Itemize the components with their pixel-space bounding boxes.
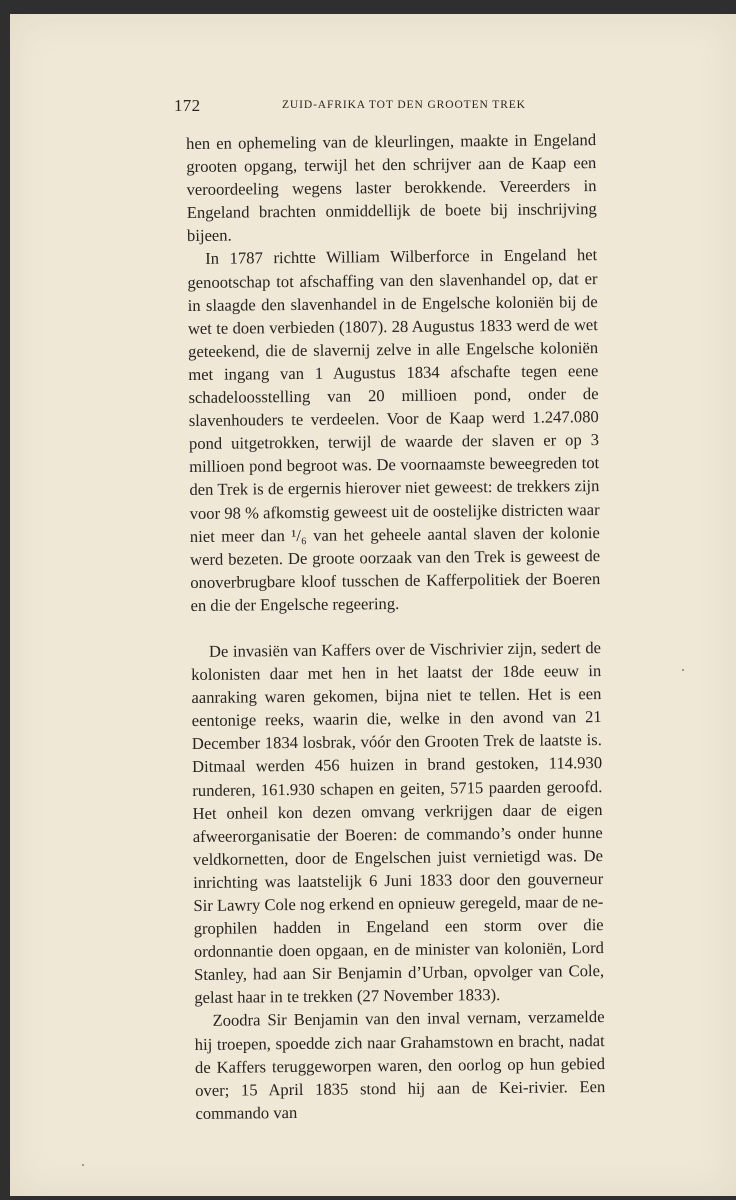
running-title: ZUID-AFRIKA TOT DEN GROOTEN TREK [282, 99, 526, 111]
paper-speck [82, 1164, 84, 1166]
page-number: 172 [174, 96, 201, 115]
page-header [174, 96, 602, 120]
paragraph: In 1787 richtte William Wilberforce in Engeland het genootschap tot afschaffing van den slavenhandel op, dat er in slaagde den slavenhandel in de Engelsche koloniën bij de wet te doen verbieden (1807). 28 Augustus 1833 werd de wet geteekend, die de slavernij zelve in alle Engelsche koloniën met ingang van 1 Augustus 1834 afschafte tegen eene schadeloosstelling van 20 millioen pond, onder de slavenhouders te verdeelen. Voor de Kaap werd 1.247.080 pond uitgetrokken, terwijl de waarde der slaven er op 3 millioen pond begroot was. De voornaamste beweegreden tot den Trek is de ergernis hierover niet geweest: de trekkers zijn voor 98 % afkomstig geweest uit de oostelijke districten waar niet meer dan ¹/₆ van het geheele aantal slaven der kolonie werd bezeten. De groote oorzaak van den Trek is geweest de onoverbrugbare kloof tusschen de Kafferpolitiek der Boeren en die der Engelsche regeering. [187, 245, 601, 615]
paragraph: hen en ophemeling van de kleurlingen, maakte in Engeland grooten opgang, terwijl het den schrijver aan de Kaap een veroordeeling wegens laster berokkende. Vereerders in Engeland brachten onmiddellijk de boete bij inschrijving bijeen. [186, 130, 597, 246]
body-text [186, 128, 606, 1125]
paragraph: De invasiën van Kaffers over de Vischrivier zijn, sedert de kolonisten daar met hen in het laatst der 18de eeuw in aanraking waren gekomen, bijna niet te tellen. Het is een eentonige reeks, waarin die, welke in den avond van 21 December 1834 losbrak, vóór den Grooten Trek de laatste is. Ditmaal werden 456 huizen in brand gestoken, 114.930 runderen, 161.930 schapen en geiten, 5715 paarden geroofd. Het onheil kon dezen omvang verkrijgen daar de eigen afweerorganisatie der Boeren: de commando’s onder hunne veldkornetten, door de Engelschen juist vernietigd was. De inrichting was laatstelijk 6 Juni 1833 door den gouverneur Sir Lawry Cole nog erkend en opnieuw geregeld, maar de negrophilen hadden in Engeland een storm over die ordonnantie doen opgaan, en de minister van koloniën, Lord Stanley, had aan Sir Benjamin d’Urban, opvolger van Cole, gelast haar in te trekken (27 November 1833). [191, 638, 605, 1008]
paper-speck [682, 669, 684, 671]
paragraph: Zoodra Sir Benjamin van den inval vernam, verzamelde hij troepen, spoedde zich naar Grahamstown en bracht, nadat de Kaffers teruggeworpen waren, den oorlog op hun gebied over; 15 April 1835 stond hij aan de Kei-rivier. Een commando van [194, 1007, 606, 1123]
